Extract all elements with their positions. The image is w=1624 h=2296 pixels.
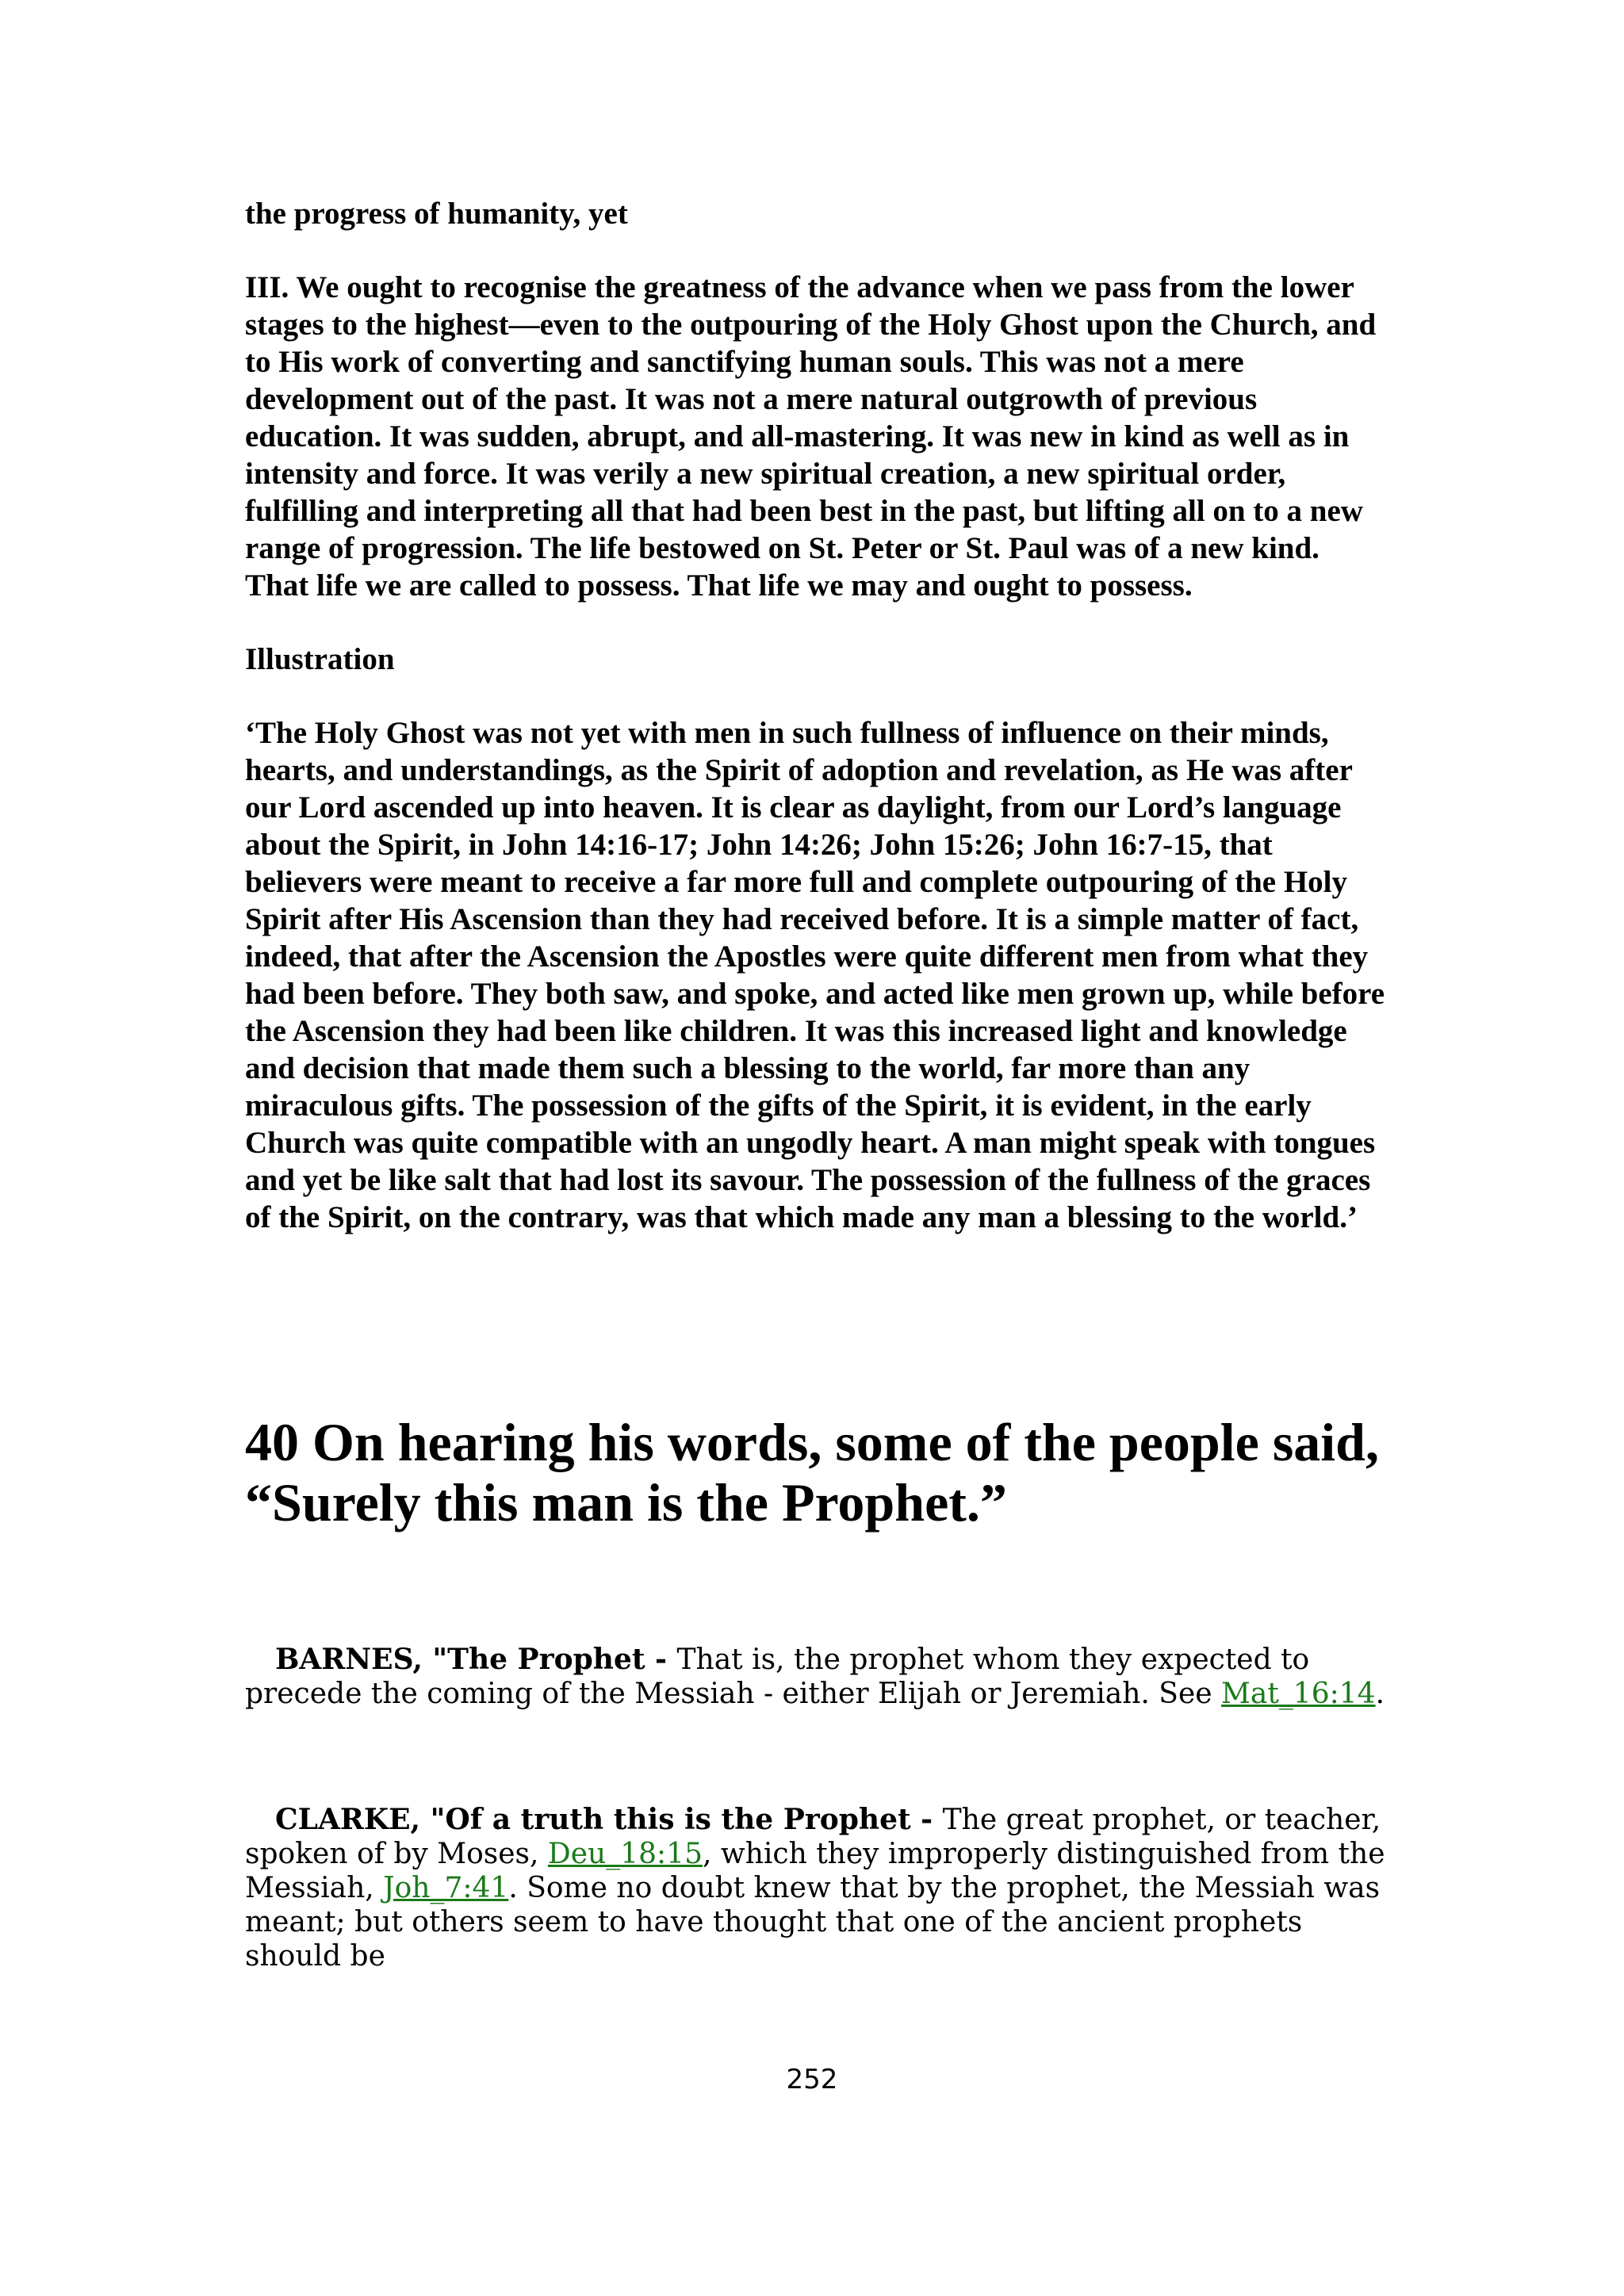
clarke-reference-link-joh[interactable]: Joh_7:41 bbox=[383, 1872, 509, 1904]
barnes-text: That is, the prophet whom they expected to precede the coming of the Messiah - either Elijah or Jeremiah. See bbox=[245, 1644, 1310, 1710]
illustration-quote: ‘The Holy Ghost was not yet with men in such fullness of influence on their minds, hearts, and understandings, as the Spirit of adoption and revelation, as He was after our Lord ascended up into heaven. It is clear as daylight, from our Lord’s language about the Spirit, in John 14:16-17; John 14:26; John 15:26; John 16:7-15, that believers were meant to receive a far more full and complete outpouring of the Holy Spirit after His Ascension than they had received before. It is a simple matter of fact, indeed, that after the Ascension the Apostles were quite different men from what they had been before. They both saw, and spoke, and acted like men grown up, while before the Ascension they had been like children. It was this increased light and knowledge and decision that made them such a blessing to the world, far more than any miraculous gifts. The possession of the gifts of the Spirit, it is evident, in the early Church was quite compatible with an ungodly heart. A man might speak with tongues and yet be like salt that had lost its savour. The possession of the fullness of the graces of the Spirit, on the contrary, was that which made any man a blessing to the world.’ bbox=[245, 716, 1385, 1234]
barnes-lead: BARNES, "The Prophet - bbox=[275, 1643, 677, 1676]
barnes-commentary bbox=[245, 1643, 1387, 1711]
clarke-text-3: . Some no doubt knew that by the prophet, the Messiah was meant; but others seem to have thought that one of the ancient prophets should be bbox=[245, 1872, 1381, 1973]
clarke-text-1: The great prophet, or teacher, spoken of by Moses, bbox=[245, 1804, 1381, 1870]
verse-heading: 40 On hearing his words, some of the people said, “Surely this man is the Prophet.” bbox=[245, 1412, 1379, 1533]
page-content bbox=[245, 195, 1387, 1973]
intro-line: the progress of humanity, yet bbox=[245, 197, 628, 231]
clarke-reference-link-deu[interactable]: Deu_18:15 bbox=[547, 1838, 703, 1870]
illustration-label: Illustration bbox=[245, 642, 395, 676]
clarke-lead: CLARKE, "Of a truth this is the Prophet - bbox=[275, 1803, 943, 1836]
clarke-commentary bbox=[245, 1803, 1387, 1973]
clarke-text-2: , which they improperly distinguished from the Messiah, bbox=[245, 1838, 1385, 1904]
point-three-paragraph: III. We ought to recognise the greatness of the advance when we pass from the lower stages to the highest—even to the outpouring of the Holy Ghost upon the Church, and to His work of converting and sanctifying human souls. This was not a mere development out of the past. It was not a mere natural outgrowth of previous education. It was sudden, abrupt, and all-mastering. It was new in kind as well as in intensity and force. It was verily a new spiritual creation, a new spiritual order, fulfilling and interpreting all that had been best in the past, but lifting all on to a new range of progression. The life bestowed on St. Peter or St. Paul was of a new kind. That life we are called to possess. That life we may and ought to possess. bbox=[245, 270, 1377, 603]
barnes-reference-link[interactable]: Mat_16:14 bbox=[1221, 1678, 1376, 1710]
page-number: 252 bbox=[786, 2064, 838, 2095]
barnes-text-end: . bbox=[1375, 1678, 1385, 1710]
